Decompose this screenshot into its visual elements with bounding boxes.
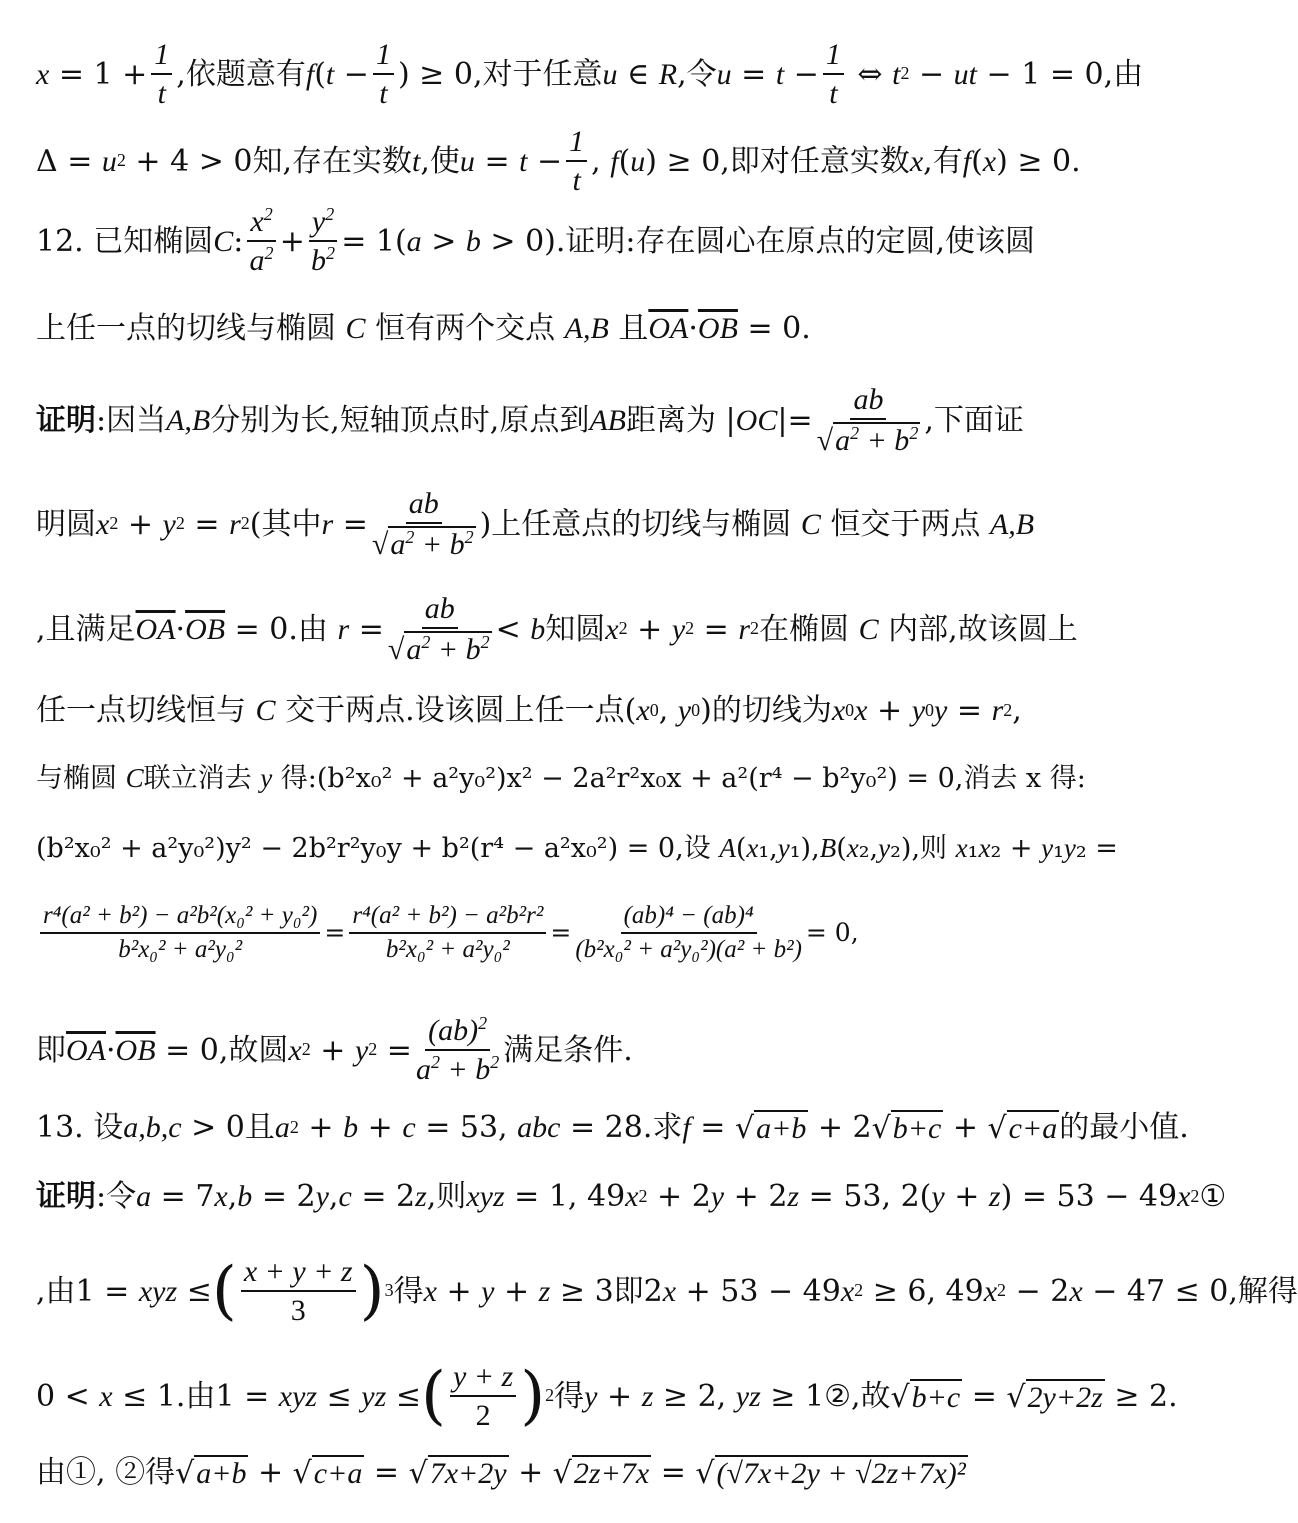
proof-13-line-2: ,由 1 = xyz ≤ ( $\frac{x + y + z}{3}$ ) 3 得 x + y + z ≥ 3 即 2 x + 53 − 49 x 2 ≥ 6, 49 x 2 − 2 x − 47 ≤ 0 ,解得 bbox=[36, 1254, 1298, 1328]
text-line-1: x = 1 + $\frac{1}{t}$ ,依题意有 f ( t − $\frac{1}{t}$ ) ≥ 0 ,对于任意 u ∈ R ,令 u = t − $\frac{1}{t}$ ⇔ t 2 − ut − 1 = 0 ,由 bbox=[36, 38, 1144, 110]
fraction-1-over-t: $\frac{1}{t}$ bbox=[823, 38, 844, 110]
proof-12-line-3: ,且满足 $\overline{OA}$ · $\overline{OB}$ = 0 .由 r = ab √ $a^2 + b^2$ < b 知圆 x 2 + y 2 = r 2 在椭圆 C 内部,故该圆上 bbox=[36, 592, 1078, 666]
proof-13-line-1: 证明 :令 a = 7 x , b = 2 y , c = 2 z ,则 xyz = 1, 49 x 2 + 2 y + 2 z = 53, 2( y + z ) = 53 − 49 x 2 ① bbox=[36, 1179, 1227, 1214]
proof-12-line-6: (b²x₀² + a²y₀²)y² − 2b²r²y₀y + b²(r⁴ − a²x₀²) = 0 ,设 A ( x ₁, y ₁), B ( x ₂, y ₂) ,则 x ₁ x ₂ + y ₁ y ₂ = bbox=[36, 833, 1118, 864]
proof-13-line-4: 由①, ②得 √ a+b + √ c+a = √ 7x+2y + √ 2z+7x = √ (√7x+2y + √2z+7x)² bbox=[36, 1455, 966, 1491]
problem-13-statement: 13. 设 a,b,c > 0 且 a 2 + b + c = 53, abc = 28 .求 f = √ a+b + 2 √ b+c + √ c+a 的最小值. bbox=[36, 1110, 1189, 1146]
proof-12-line-5: 与椭圆 C 联立消去 y 得: (b²x₀² + a²y₀²)x² − 2a²r²x₀x + a²(r⁴ − b²y₀²) = 0 ,消去 x 得: bbox=[36, 763, 1086, 794]
problem-12-statement-cont: 上任一点的切线与椭圆 C 恒有两个交点 A,B 且 $\overline{OA}$ · $\overline{OB}$ = 0. bbox=[36, 311, 811, 346]
proof-12-line-7: $\frac{\text{r⁴(a² + b²) − a²b²(x₀² + y₀²)}}{\text{b²x₀² + a²y₀²}}$ = $\frac{\text{r⁴(a² + b²) − a²b²r²}}{\text{b²x₀² + a²y₀²}}$ = $\frac{\text{(ab)⁴ − (ab)⁴}}{\text{(b²x₀² + a²y₀²)(a² + b²)}}$ = 0, bbox=[36, 902, 1050, 963]
fraction-1-over-t: $\frac{1}{t}$ bbox=[151, 38, 172, 110]
proof-12-line-1: 证明 :因当 A,B 分别为长,短轴顶点时,原点到 AB 距离为 | OC |= ab √ $a^2 + b^2$ ,下面证 bbox=[36, 383, 1024, 457]
fraction-1-over-t: $\frac{1}{t}$ bbox=[373, 38, 394, 110]
proof-12-line-2: 明圆 x 2 + y 2 = r 2 (其中 r = ab √ $a^2 + b^2$ )上任意点的切线与椭圆 C 恒交于两点 A,B bbox=[36, 487, 1035, 561]
proof-13-line-3: 0 < x ≤ 1. 由 1 = xyz ≤ yz ≤ ( $\frac{y + z}{2}$ ) 2 得 y + z ≥ 2, yz ≥ 1 ② ,故 √ b+c = √ 2y+2z ≥ 2. bbox=[36, 1359, 1178, 1433]
problem-12-statement: 12. 已知椭圆 C : $\frac{x^2}{a^2}$ + $\frac{y^2}{b^2}$ = 1( a > b > 0) .证明:存在圆心在原点的定圆,使该圆 bbox=[36, 204, 1036, 277]
proof-12-line-4: 任一点切线恒与 C 交于两点.设该圆上任一点 ( x 0 , y 0 ) 的切线为 x 0 x + y 0 y = r 2 , bbox=[36, 693, 1022, 728]
proof-12-line-8: 即 $\overline{OA}$ · $\overline{OB}$ = 0 ,故圆 x 2 + y 2 = $\frac{(ab)^2}{a^2 + b^2}$ 满足条件. bbox=[36, 1013, 633, 1086]
text-line-2: Δ = u 2 + 4 > 0 知,存在实数 t ,使 u = t − $\frac{1}{t}$ , f ( u ) ≥ 0 ,即对任意实数 x ,有 f ( x ) ≥ 0. bbox=[36, 125, 1081, 197]
